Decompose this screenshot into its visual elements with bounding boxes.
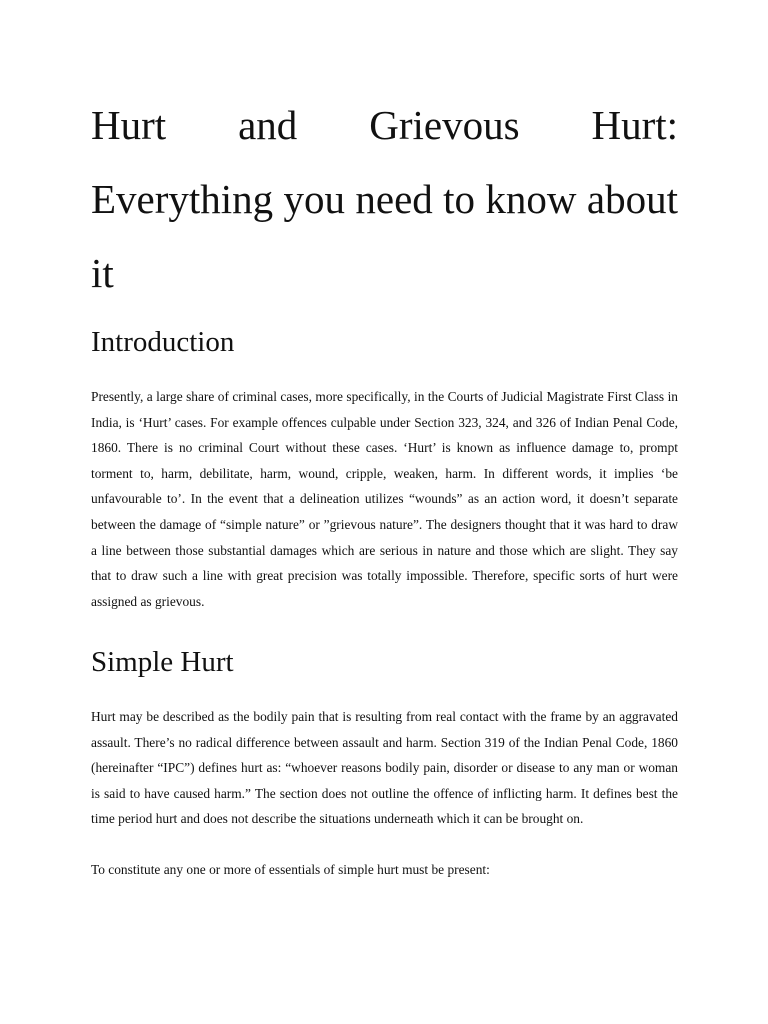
introduction-paragraph: Presently, a large share of criminal cases, more specifically, in the Courts of Judicial Magistrate First Class in India, is ‘Hurt’ cases. For example offences culpable under Section 323, 324, and 326 of Indian Penal Code, 1860. There is no criminal Court without these cases. ‘Hurt’ is known as influence damage to, prompt torment to, harm, debilitate, harm, wound, cripple, weaken, harm. In different words, it implies ‘be unfavourable to’. In the event that a delineation utilizes “wounds” as an action word, it doesn’t separate between the damage of “simple nature” or ”grievous nature”. The designers thought that it was hard to draw a line between those substantial damages which are serious in nature and those which are slight. They say that to draw such a line with great precision was totally impossible. Therefore, specific sorts of hurt were assigned as grievous. — [91, 389, 678, 609]
simple-hurt-essentials-intro: To constitute any one or more of essentials of simple hurt must be present: — [91, 862, 490, 877]
section-heading-simple-hurt: Simple Hurt — [91, 646, 234, 678]
section-heading-introduction: Introduction — [91, 326, 235, 358]
document-title: Hurt and Grievous Hurt: Everything you need to know about it — [91, 102, 678, 296]
simple-hurt-paragraph: Hurt may be described as the bodily pain that is resulting from real contact with the frame by an aggravated assault. There’s no radical difference between assault and harm. Section 319 of the Indian Penal Code, 1860 (hereinafter “IPC”) defines hurt as: “whoever reasons bodily pain, disorder or disease to any man or woman is said to have caused harm.” The section does not outline the offence of inflicting harm. It defines best the time period hurt and does not describe the situations underneath which it can be brought on. — [91, 709, 678, 827]
